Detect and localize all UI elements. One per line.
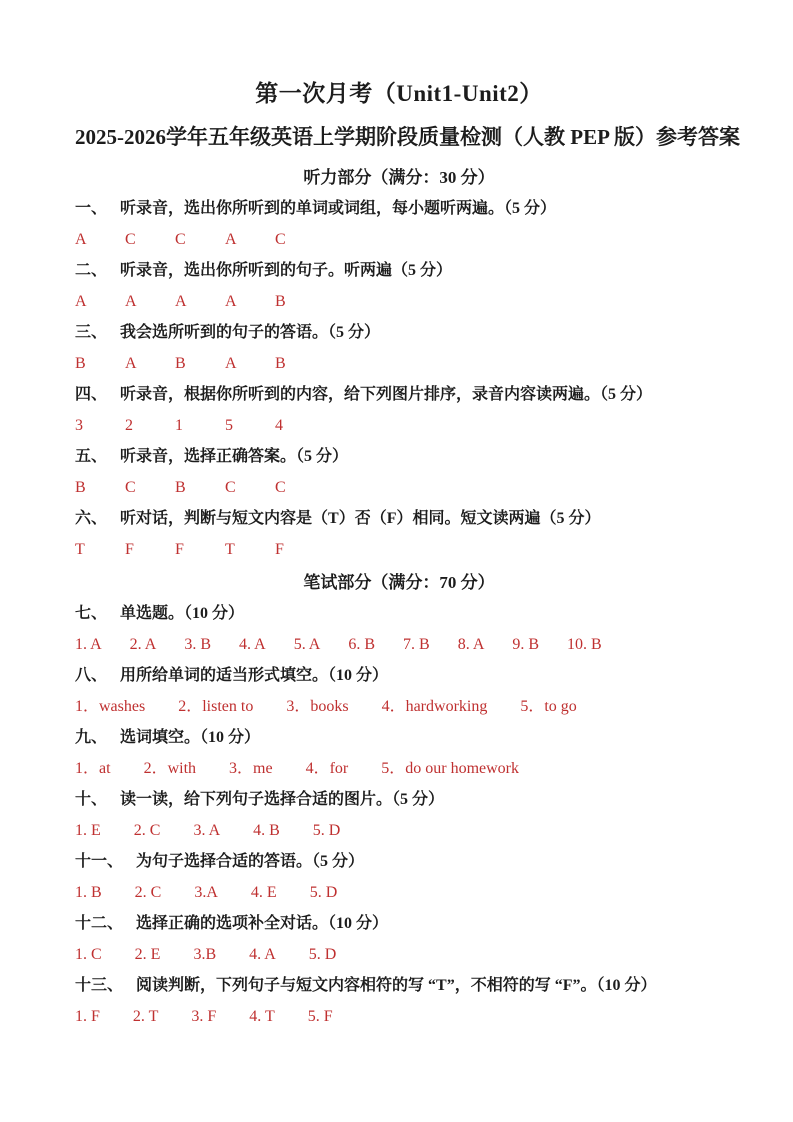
answer-item: F [125,541,134,558]
answer-item: 1. E [75,822,101,839]
answer-item: 1. A [75,636,102,653]
section-title: 用所给单词的适当形式填空。（10 分） [120,667,389,684]
answer-item: 5. D [309,884,338,901]
answer-item: C [225,479,236,496]
answer-item: F [175,541,184,558]
answer-item: B [275,355,286,372]
doc-title-line2: 2025-2026学年五年级英语上学期阶段质量检测（人教 PEP 版）参考答案 [75,124,740,149]
question-section [75,503,723,565]
section-number: 六、 [75,510,108,527]
answer-item: B [75,355,86,372]
section-number: 九、 [75,729,108,746]
section-heading [75,379,723,410]
answer-item: 5．to go [520,698,577,715]
answer-item: B [75,479,86,496]
answer-item: B [175,355,186,372]
section-title: 听录音，选择正确答案。（5 分） [120,448,349,465]
answer-item: 5. A [293,636,321,653]
answer-item: 2．with [143,760,197,777]
answer-item: 5. F [307,1008,333,1025]
section-title: 读一读，给下列句子选择合适的图片。（5 分） [120,791,445,808]
section-number: 一、 [75,200,108,217]
answer-item: 4．hardworking [381,698,488,715]
question-section [75,660,723,722]
question-section [75,317,723,379]
exam-part [75,567,723,1032]
answer-item: 1．washes [75,698,146,715]
answer-item: 1. C [75,946,102,963]
answer-item: 3. F [191,1008,217,1025]
answer-row [75,753,723,784]
section-number: 三、 [75,324,108,341]
answer-item: 3.B [193,946,217,963]
answer-row [75,1001,723,1032]
answer-item: 2. C [133,822,161,839]
answer-row [75,286,723,317]
answer-item: 4. A [239,636,266,653]
answer-item: A [175,293,187,310]
answer-row [75,691,723,722]
question-section [75,441,723,503]
answer-item: 3．me [229,760,273,777]
question-section [75,379,723,441]
answer-row [75,472,723,503]
question-section [75,193,723,255]
section-heading [75,503,723,534]
answer-item: 1 [175,417,183,434]
answer-item: A [125,293,137,310]
section-title: 阅读判断，下列句子与短文内容相符的写 “T”，不相符的写 “F”。（10 分） [136,977,657,994]
answer-item: 4 [275,417,283,434]
question-section [75,846,723,908]
part-heading: 笔试部分（满分：70 分） [303,573,495,592]
section-title: 选词填空。（10 分） [120,729,261,746]
section-heading [75,317,723,348]
answer-item: 3．books [286,698,349,715]
section-heading [75,970,723,1001]
answer-row [75,815,723,846]
section-number: 十二、 [75,915,124,932]
answer-item: C [125,479,136,496]
answer-item: 2. T [132,1008,159,1025]
section-title: 听录音，选出你所听到的单词或词组，每小题听两遍。（5 分） [120,200,557,217]
answer-item: 2．listen to [178,698,254,715]
section-heading [75,846,723,877]
answer-item: T [75,541,85,558]
section-title: 听录音，选出你所听到的句子。听两遍（5 分） [120,262,453,279]
answer-item: A [225,355,237,372]
section-heading [75,193,723,224]
part-sections [75,598,723,1032]
answer-item: 1. B [75,884,102,901]
answer-item: 3. B [184,636,212,653]
doc-body [75,162,723,1032]
answer-item: 2. A [129,636,157,653]
question-section [75,784,723,846]
section-number: 十一、 [75,853,124,870]
answer-item: 10. B [567,636,602,653]
answer-item: C [175,231,186,248]
answer-item: C [275,231,286,248]
question-section [75,908,723,970]
section-number: 十、 [75,791,108,808]
question-section [75,255,723,317]
answer-item: 5. D [312,822,341,839]
answer-item: 2. C [134,884,162,901]
answer-item: 4. B [253,822,280,839]
section-heading [75,441,723,472]
answer-row [75,877,723,908]
part-sections [75,193,723,565]
answer-item: 5 [225,417,233,434]
section-number: 十三、 [75,977,124,994]
section-title: 我会选所听到的句子的答语。（5 分） [120,324,381,341]
answer-item: A [75,231,87,248]
section-heading [75,660,723,691]
section-number: 五、 [75,448,108,465]
section-heading [75,722,723,753]
answer-row [75,224,723,255]
answer-item: 3. A [193,822,221,839]
section-heading [75,598,723,629]
answer-item: 6. B [348,636,376,653]
answer-item: 3.A [194,884,218,901]
answer-item: 4. E [250,884,277,901]
answer-item: 4. A [249,946,276,963]
answer-item: 4. T [249,1008,275,1025]
answer-item: 5．do our homework [381,760,520,777]
section-title: 选择正确的选项补全对话。（10 分） [136,915,389,932]
section-heading [75,784,723,815]
answer-item: A [225,293,237,310]
answer-item: 1. F [75,1008,100,1025]
answer-item: A [75,293,87,310]
answer-item: B [175,479,186,496]
section-number: 二、 [75,262,108,279]
part-heading: 听力部分（满分：30 分） [303,168,495,187]
answer-item: 5. D [308,946,337,963]
answer-item: B [275,293,286,310]
section-number: 七、 [75,605,108,622]
section-heading [75,255,723,286]
answer-item: F [275,541,284,558]
answer-row [75,534,723,565]
answer-item: 8. A [457,636,485,653]
section-heading [75,908,723,939]
answer-item: 1．at [75,760,111,777]
section-number: 四、 [75,386,108,403]
doc-title-line1: 第一次月考（Unit1-Unit2） [255,81,543,106]
answer-item: 2 [125,417,133,434]
answer-item: 9. B [512,636,540,653]
answer-row [75,348,723,379]
question-section [75,598,723,660]
section-title: 为句子选择合适的答语。（5 分） [136,853,365,870]
question-section [75,722,723,784]
answer-item: 7. B [403,636,430,653]
answer-item: C [275,479,286,496]
answer-item: A [225,231,237,248]
section-title: 单选题。（10 分） [120,605,245,622]
exam-part [75,162,723,565]
answer-item: A [125,355,137,372]
section-title: 听对话，判断与短文内容是（T）否（F）相同。短文读两遍（5 分） [120,510,601,527]
answer-row [75,410,723,441]
answer-row [75,629,723,660]
answer-item: 4．for [305,760,349,777]
answer-row [75,939,723,970]
answer-item: 3 [75,417,83,434]
answer-item: T [225,541,235,558]
section-title: 听录音，根据你所听到的内容，给下列图片排序，录音内容读两遍。（5 分） [120,386,653,403]
question-section [75,970,723,1032]
answer-item: C [125,231,136,248]
section-number: 八、 [75,667,108,684]
answer-item: 2. E [134,946,161,963]
